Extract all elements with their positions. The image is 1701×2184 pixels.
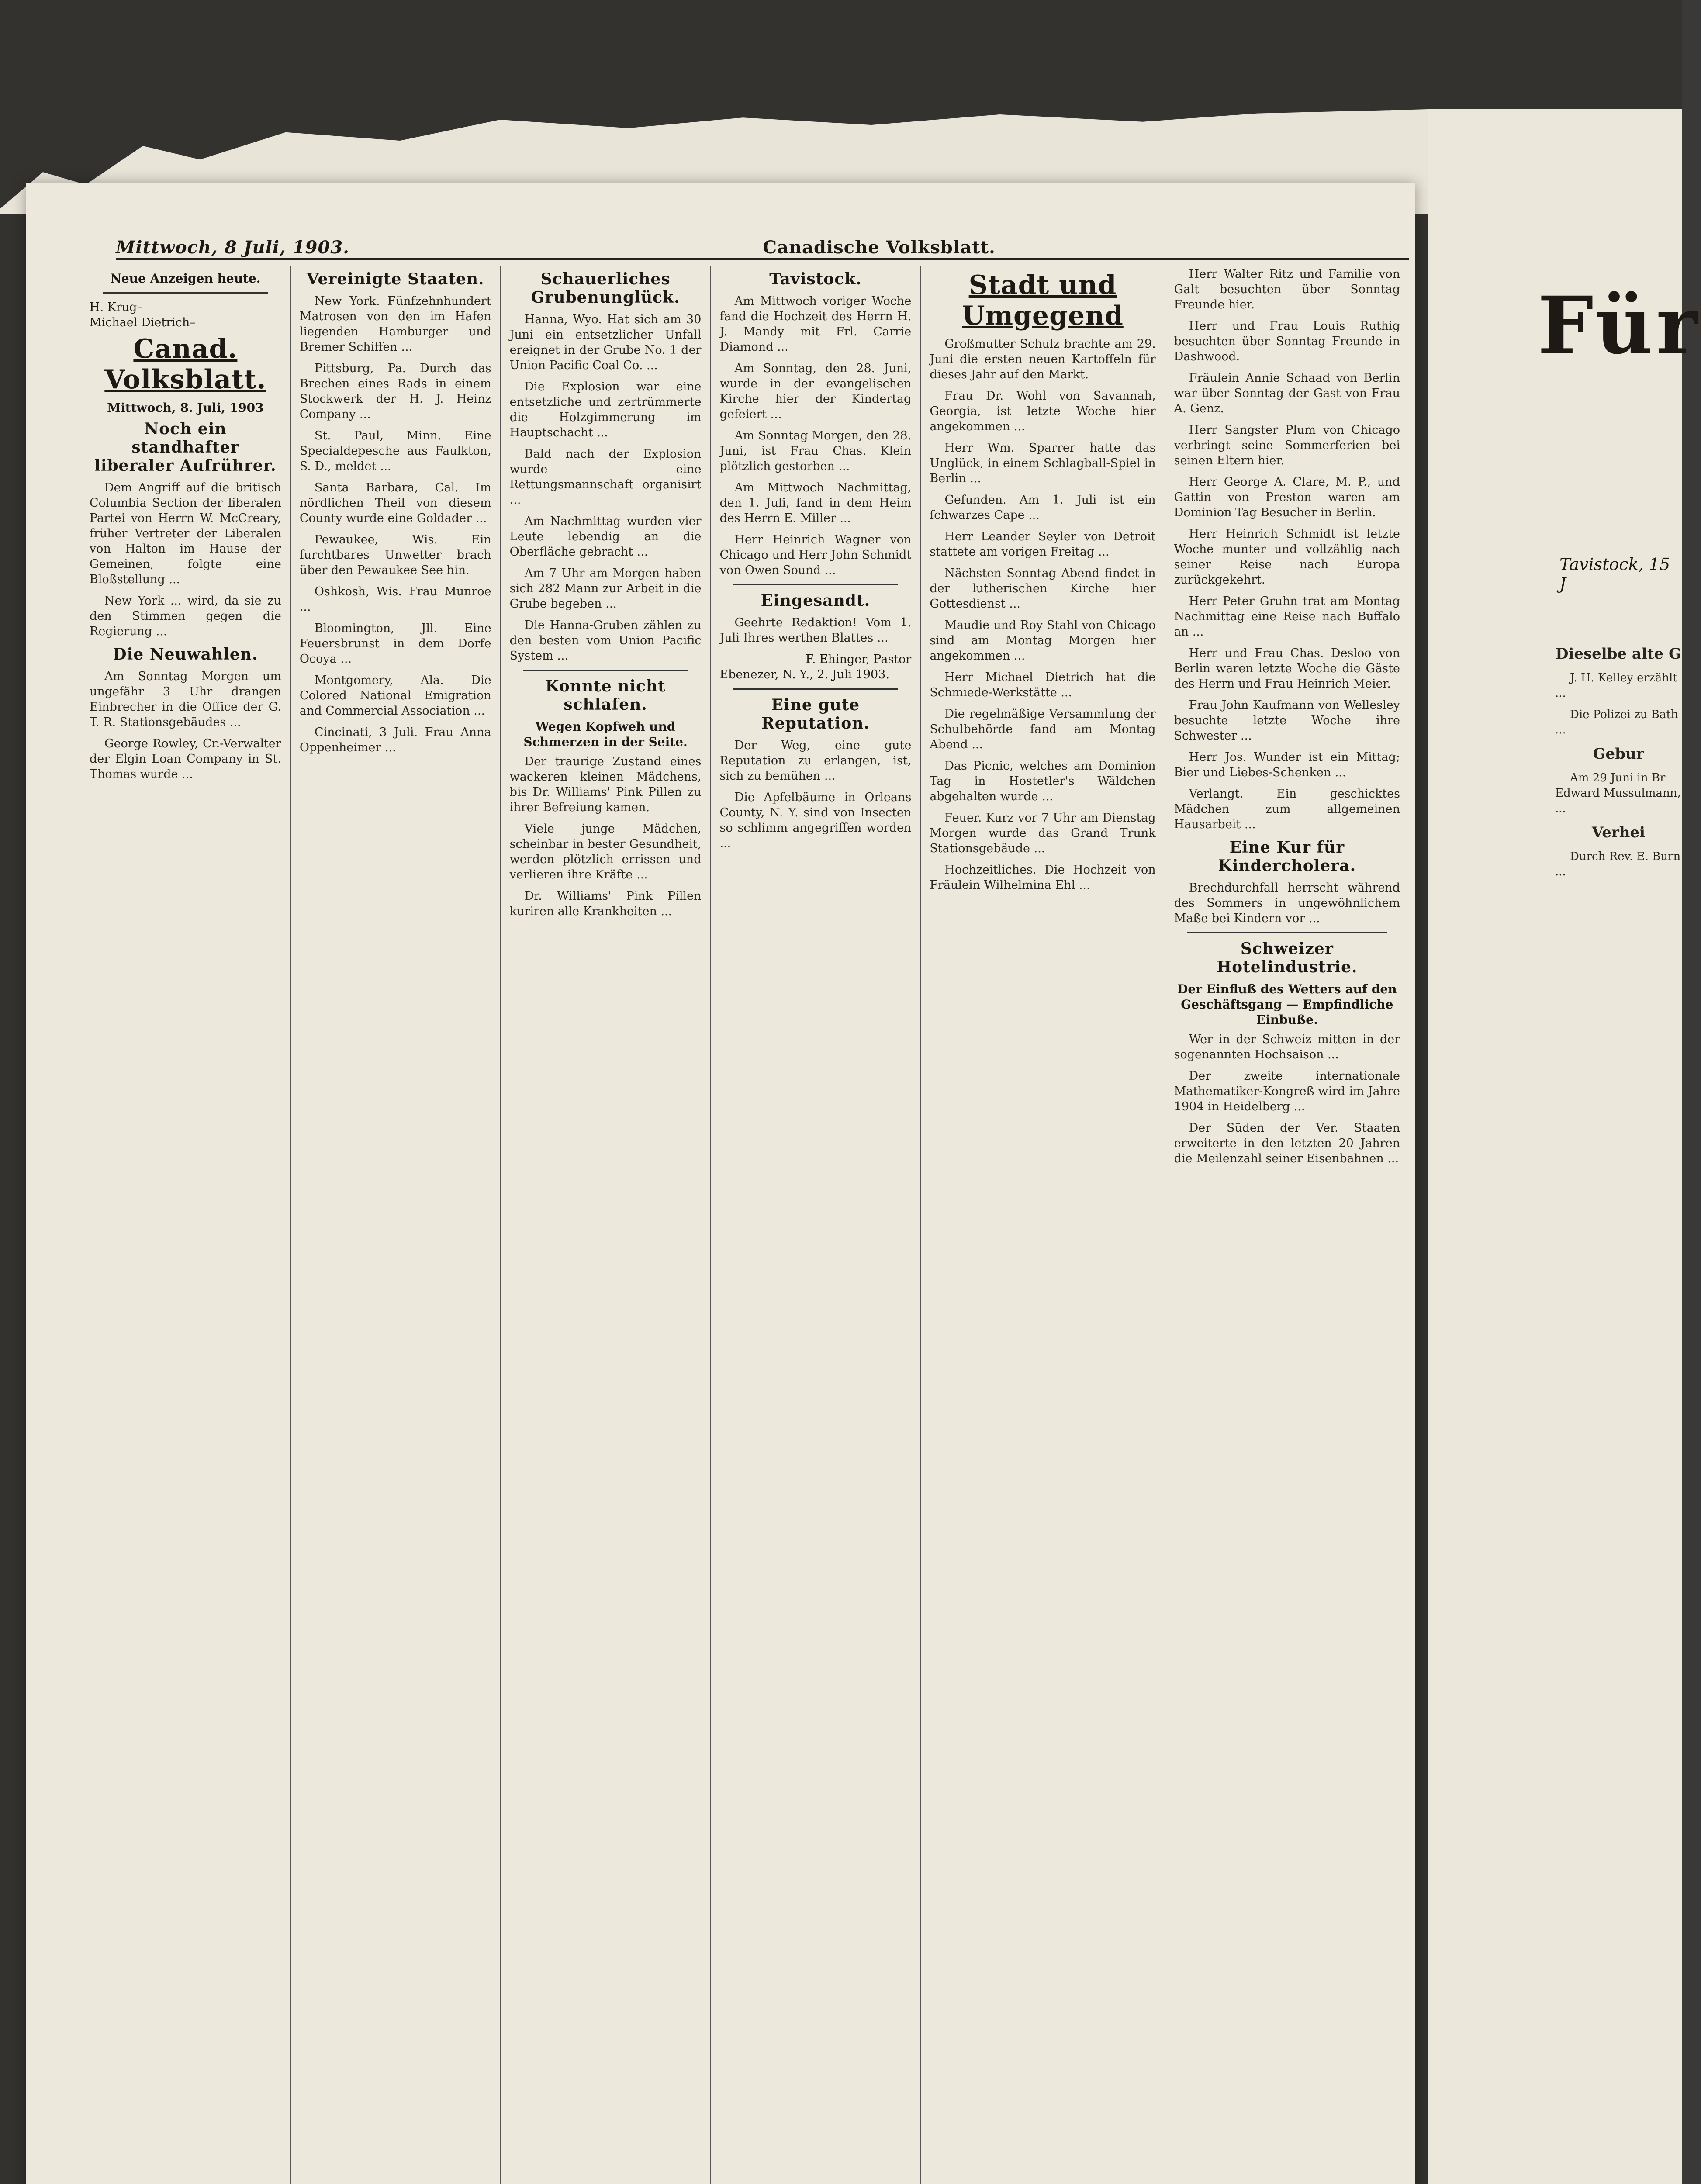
right-page-headline: Dieselbe alte G [1555, 645, 1682, 663]
news-item: Dr. Williams' Pink Pillen kuriren alle Krankheiten ... [509, 889, 702, 918]
divider [733, 688, 898, 690]
right-page-item: Am 29 Juni in Br Edward Mussulmann, ... [1555, 771, 1681, 815]
section-headline: Stadt und Umgegend [962, 270, 1124, 331]
right-page-item: Die Polizei zu Bath ... [1555, 708, 1678, 736]
section-headline: Vereinigte Staaten. [306, 270, 484, 288]
column-3 [501, 266, 711, 2184]
news-item: New York. Fünfzehnhundert Matrosen von den im Hafen liegenden Hamburger und Bremer Schiffen ... [299, 294, 491, 354]
signature: F. Ehinger, Pastor [806, 653, 912, 666]
news-item: Hanna, Wyo. Hat sich am 30 Juni ein entsetzlicher Unfall ereignet in der Grube No. 1 der Union Pacific Coal Co. ... [509, 313, 702, 372]
news-item: Am Mittwoch voriger Woche fand die Hochzeit des Herrn H. J. Mandy mit Frl. Carrie Diamond ... [719, 294, 912, 354]
divider [523, 670, 688, 671]
news-item: Die Apfelbäume in Orleans County, N. Y. sind von Insecten so schlimm angegriffen worden ... [719, 791, 912, 850]
local-news-item: Nächsten Sonntag Abend findet in der lutherischen Kirche hier Gottesdienst ... [930, 567, 1156, 611]
place-date: Ebenezer, N. Y., 2. Juli 1903. [719, 668, 889, 681]
news-item: Am 7 Uhr am Morgen haben sich 282 Mann zur Arbeit in die Grube begeben ... [509, 567, 702, 611]
section-headline: Schauerliches Grubenunglück. [531, 270, 680, 307]
newspaper-columns [81, 266, 1409, 2184]
section-headline: Eine Kur für Kindercholera. [1218, 838, 1356, 875]
news-item: Montgomery, Ala. Die Colored National Emigration and Commercial Association ... [299, 674, 491, 718]
article-2-headline: Die Neuwahlen. [113, 645, 258, 663]
column-1-meta1: H. Krug– [90, 301, 143, 314]
local-news-item: Feuer. Kurz vor 7 Uhr am Dienstag Morgen wurde das Grand Trunk Stationsgebäude ... [930, 811, 1156, 855]
news-item: Cincinati, 3 Juli. Frau Anna Oppenheimer ... [299, 726, 491, 754]
news-item: Die Hanna-Gruben zählen zu den besten vom Union Pacific System ... [509, 619, 702, 663]
section-headline: Schweizer Hotelindustrie. [1217, 940, 1358, 976]
news-item: Die Explosion war eine entsetzliche und zertrümmerte die Holzgimmerung im Hauptschacht ... [509, 380, 702, 439]
local-news-item: Hochzeitliches. Die Hochzeit von Fräulein Wilhelmina Ehl ... [930, 863, 1156, 892]
right-page-title: Für [1538, 280, 1701, 372]
section-headline: Tavistock. [769, 270, 862, 288]
section-subhead: Wegen Kopfweh und Schmerzen in der Seite. [523, 719, 688, 749]
right-page-headline: Gebur [1593, 745, 1644, 763]
column-4 [711, 266, 921, 2184]
column-1-meta2: Michael Dietrich– [90, 316, 196, 329]
news-item: St. Paul, Minn. Eine Specialdepesche aus Faulkton, S. D., meldet ... [299, 429, 491, 473]
local-news-item: Maudie und Roy Stahl von Chicago sind am Montag Morgen hier angekommen ... [930, 619, 1156, 663]
news-item: Der zweite internationale Mathematiker-Kongreß wird im Jahre 1904 in Heidelberg ... [1174, 1069, 1400, 1113]
section-headline: Eingesandt. [761, 591, 871, 610]
local-news-item: Die regelmäßige Versammlung der Schulbehörde fand am Montag Abend ... [930, 707, 1156, 751]
local-news-item: Herr Leander Seyler von Detroit stattete am vorigen Freitag ... [930, 530, 1156, 559]
section-headline: Eine gute Reputation. [761, 696, 870, 733]
news-item: Oshkosh, Wis. Frau Munroe ... [299, 585, 491, 614]
divider [1187, 932, 1387, 933]
article-1-p1: Dem Angriff auf die britisch Columbia Section der liberalen Partei von Herrn W. McCreary, früher Vertreter der Liberalen von Halton im Hause der Gemeinen, folgte eine Bloßstellung ... [90, 481, 281, 586]
local-news-item: Das Picnic, welches am Dominion Tag in Hostetler's Wäldchen abgehalten wurde ... [930, 759, 1156, 803]
news-item: Wer in der Schweiz mitten in der sogenannten Hochsaison ... [1174, 1033, 1400, 1061]
news-item: Am Nachmittag wurden vier Leute lebendig an die Oberfläche gebracht ... [509, 515, 702, 559]
news-item: Geehrte Redaktion! Vom 1. Juli Ihres werthen Blattes ... [719, 616, 912, 645]
local-news-item: Herr Heinrich Schmidt ist letzte Woche munter und vollzählig nach seiner Reise nach Europa zurückgekehrt. [1174, 527, 1400, 587]
local-news-item: Herr Sangster Plum von Chicago verbringt seine Sommerferien bei seinen Eltern hier. [1174, 423, 1400, 467]
right-page-column [1555, 638, 1682, 886]
news-item: Am Sonntag Morgen, den 28. Juni, ist Frau Chas. Klein plötzlich gestorben ... [719, 429, 912, 473]
divider [733, 584, 898, 585]
news-item: Pittsburg, Pa. Durch das Brechen eines Rads in einem Stockwerk der H. J. Heinz Company ... [299, 362, 491, 421]
column-6 [1165, 266, 1409, 2184]
news-item: Der Süden der Ver. Staaten erweiterte in den letzten 20 Jahren die Meilenzahl seiner Eisenbahnen ... [1174, 1121, 1400, 1165]
masthead-paper-title: Canadische Volksblatt. [763, 237, 996, 258]
local-news-item: Herr Wm. Sparrer hatte das Unglück, in einem Schlagball-Spiel in Berlin ... [930, 441, 1156, 485]
article-1-p2: New York ... wird, da sie zu den Stimmen gegen die Regierung ... [90, 594, 281, 638]
right-page-headline: Verhei [1591, 824, 1646, 841]
news-item: Pewaukee, Wis. Ein furchtbares Unwetter brach über den Pewaukee See hin. [299, 533, 491, 577]
local-news-item: Geſunden. Am 1. Juli ist ein ſchwarzes Cape ... [930, 493, 1156, 522]
news-item: Der Weg, eine gute Reputation zu erlangen, ist, sich zu bemühen ... [719, 739, 912, 783]
article-1-headline: Noch ein standhafter liberaler Aufrührer. [94, 420, 277, 475]
local-news-item: Fräulein Annie Schaad von Berlin war über Sonntag der Gast von Frau A. Genz. [1174, 371, 1400, 415]
news-item: Herr Heinrich Wagner von Chicago und Herr John Schmidt von Owen Sound ... [719, 533, 912, 577]
news-item: Bloomington, Jll. Eine Feuersbrunst in dem Dorfe Ocoya ... [299, 622, 491, 666]
column-1 [81, 266, 291, 2184]
divider [103, 292, 268, 294]
right-page-date: Tavistock, 15 J [1559, 555, 1670, 593]
article-2-p1: Am Sonntag Morgen um ungefähr 3 Uhr drangen Einbrecher in die Office der G. T. R. Stationsgebäudes ... [90, 670, 281, 729]
newspaper-page-right [1428, 109, 1682, 2184]
local-news-item: Herr und Frau Louis Ruthig besuchten über Sonntag Freunde in Dashwood. [1174, 319, 1400, 363]
local-news-item: Herr Peter Gruhn trat am Montag Nachmittag eine Reise nach Buffalo an ... [1174, 594, 1400, 639]
nameplate: Canad. Volksblatt. [104, 334, 266, 395]
masthead-date: Mittwoch, 8 Juli, 1903. [116, 237, 350, 258]
local-news-item: Verlangt. Ein geschicktes Mädchen zum allgemeinen Hausarbeit ... [1174, 787, 1400, 831]
local-news-item: Herr und Frau Chas. Desloo von Berlin waren letzte Woche die Gäste des Herrn und Frau Heinrich Meier. [1174, 646, 1400, 691]
local-news-item: Großmutter Schulz brachte am 29. Juni die ersten neuen Kartoffeln für dieses Jahr auf den Markt. [930, 337, 1156, 381]
column-1-top: Neue Anzeigen heute. [110, 271, 261, 286]
article-2-p2: George Rowley, Cr.-Verwalter der Elgin Loan Company in St. Thomas wurde ... [90, 737, 281, 781]
masthead [116, 227, 1409, 260]
news-item: Brechdurchfall herrscht während des Sommers in ungewöhnlichem Maße bei Kindern vor ... [1174, 881, 1400, 925]
news-item: Santa Barbara, Cal. Im nördlichen Theil von diesem County wurde eine Goldader ... [299, 481, 491, 525]
local-news-item: Herr Walter Ritz und Familie von Galt besuchten über Sonntag Freunde hier. [1174, 267, 1400, 311]
local-news-item: Herr George A. Clare, M. P., und Gattin von Preston waren am Dominion Tag Besucher in Berlin. [1174, 475, 1400, 519]
news-item: Bald nach der Explosion wurde eine Rettungsmannschaft organisirt ... [509, 447, 702, 507]
news-item: Der traurige Zustand eines wackeren kleinen Mädchens, bis Dr. Williams' Pink Pillen zu ihrer Befreiung kamen. [509, 755, 702, 814]
column-5 [921, 266, 1165, 2184]
section-headline: Konnte nicht schlafen. [545, 677, 666, 714]
right-page-item: Durch Rev. E. Burn ... [1555, 850, 1681, 878]
dateline: Mittwoch, 8. Juli, 1903 [107, 401, 264, 415]
column-2 [291, 266, 501, 2184]
news-item: Am Mittwoch Nachmittag, den 1. Juli, fand in dem Heim des Herrn E. Miller ... [719, 481, 912, 525]
local-news-item: Herr Jos. Wunder ist ein Mittag; Bier und Liebes-Schenken ... [1174, 750, 1400, 779]
local-news-item: Frau Dr. Wohl von Savannah, Georgia, ist letzte Woche hier angekommen ... [930, 389, 1156, 433]
news-item: Viele junge Mädchen, scheinbar in bester Gesundheit, werden plötzlich errissen und verlieren ihre Kräfte ... [509, 822, 702, 881]
news-item: Am Sonntag, den 28. Juni, wurde in der evangelischen Kirche hier der Kindertag gefeiert ... [719, 362, 912, 421]
local-news-item: Frau John Kaufmann von Wellesley besuchte letzte Woche ihre Schwester ... [1174, 698, 1400, 743]
right-page-item: J. H. Kelley erzählt ... [1555, 671, 1677, 700]
local-news-item: Herr Michael Dietrich hat die Schmiede-Werkstätte ... [930, 670, 1156, 699]
section-subhead: Der Einfluß des Wetters auf den Geschäftsgang — Empfindliche Einbuße. [1177, 982, 1397, 1027]
